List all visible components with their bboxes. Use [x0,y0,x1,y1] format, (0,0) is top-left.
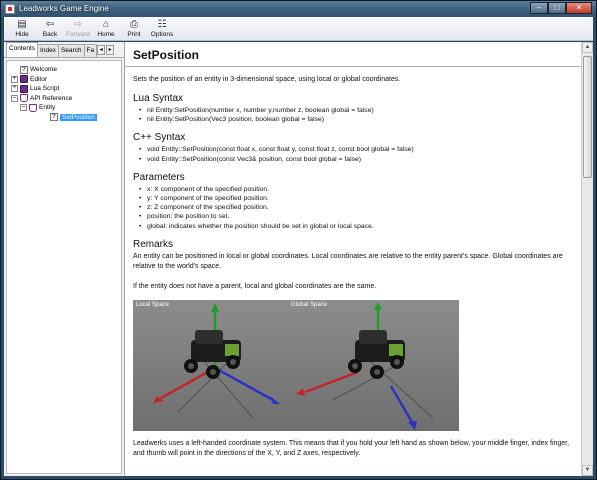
maximize-button[interactable]: □ [548,2,566,14]
local-space-scene [153,303,280,418]
options-button[interactable] [148,17,176,41]
coordinate-space-illustration [133,300,459,431]
list-item: • position: the position to set. [137,212,573,221]
illustration-graphic [133,300,459,431]
tree-item-entity[interactable] [7,103,121,113]
window-controls [530,2,592,14]
list-item: • x: X component of the specified position. [137,185,573,194]
print-label: Print [127,31,141,38]
tab-search[interactable]: Search [58,44,85,57]
contents-tree [6,60,122,474]
hide-label: Hide [15,31,29,38]
global-space-label: Global Space [291,301,328,308]
tree-item-label: Entity [39,104,56,112]
collapse-icon[interactable]: – [21,104,26,111]
tab-favorites[interactable]: Fa [84,44,98,57]
home-button[interactable] [92,17,120,41]
toolbar [4,17,593,41]
list-item: • global: indicates whether the position should be set in global or local space. [137,222,573,231]
title-bar[interactable] [1,1,596,17]
help-page-icon: ? [20,66,28,74]
list-item: • nil Entity:SetPosition(number x, number y,number z, boolean global = false) [137,106,573,115]
tree-item-lua-script[interactable] [7,84,121,94]
back-arrow-icon: ⇦ [45,19,55,30]
tab-index[interactable]: Index [37,44,59,57]
expand-icon[interactable]: + [12,85,17,92]
list-item: • y: Y component of the specified position. [137,194,573,203]
expand-icon[interactable]: + [12,75,17,82]
tab-contents[interactable]: Contents [6,42,38,57]
help-page-icon: ? [50,113,58,121]
scroll-down-icon[interactable]: ▼ [582,465,593,476]
remarks-paragraph: An entity can be positioned in local or global coordinates. Local coordinates are relative to the entity parent's space. Global coordinates are relative to the world's space. [133,252,563,270]
list-item: • void Entity::SetPosition(const float x, const float y, const float z, const bool global = false) [137,145,573,154]
local-space-label: Local Space [136,301,170,308]
options-label: Options [150,31,174,38]
app-icon [5,4,15,14]
nav-tabs [4,42,124,58]
tree-item-label: Lua Script [30,85,60,93]
print-button[interactable] [120,17,148,41]
tree-item-setposition[interactable] [7,113,121,123]
tree-item-editor[interactable] [7,75,121,85]
lua-syntax-list [133,106,573,124]
cpp-syntax-list [133,145,573,163]
parameters-list [133,185,573,231]
book-icon [20,75,28,83]
tab-scroll-right-icon[interactable]: ▸ [106,45,114,55]
window-title: Leadworks Game Engine [19,4,109,13]
scroll-thumb[interactable] [583,56,592,178]
list-item: • void Entity::SetPosition(const Vec3& position, const bool global = false) [137,155,573,164]
cpp-syntax-heading: C++ Syntax [133,132,186,144]
parameters-heading: Parameters [133,171,185,183]
topic-content [125,42,581,476]
list-item: • z: Z component of the specified position. [137,203,573,212]
remarks-heading: Remarks [133,238,174,250]
page-title: SetPosition [133,48,200,62]
home-icon: ⌂ [102,19,110,30]
minimize-button[interactable]: – [530,2,548,14]
forward-button[interactable] [64,17,92,41]
list-item: • nil Entity:SetPosition(Vec3 position, boolean global = false) [137,115,573,124]
hide-icon: ▤ [17,19,27,30]
tree-item-label: Editor [30,75,47,83]
home-label: Home [97,31,115,38]
tree-item-welcome[interactable] [7,65,121,75]
content-scrollbar[interactable] [581,42,593,476]
lua-syntax-heading: Lua Syntax [133,93,184,104]
remarks-paragraph-2: If the entity does not have a parent, local and global coordinates are the same. [133,282,377,290]
tree-item-label: Welcome [30,66,57,74]
back-label: Back [42,31,58,38]
intro-paragraph: Sets the position of an entity in 3-dimensional space, using local or global coordinates. [133,76,401,83]
options-icon: ☷ [157,19,167,30]
open-book-icon [29,104,37,112]
closing-paragraph: Leadwerks uses a left-handed coordinate system. This means that if you hold your left hand as shown below, your middle finger, index finger, and thumb will point in the directions of the X, Y, and Z axes, respectively. [133,439,570,457]
open-book-icon [20,94,28,102]
book-icon [20,85,28,93]
tree-item-api-reference[interactable] [7,94,121,104]
back-button[interactable] [36,17,64,41]
hide-button[interactable] [8,17,36,41]
tree-item-label: API Reference [30,94,73,102]
scroll-up-icon[interactable]: ▲ [582,42,593,53]
print-icon: ⎙ [130,19,138,30]
title-divider [125,66,581,67]
close-button[interactable]: ✕ [566,2,592,14]
tab-scroll-left-icon[interactable]: ◂ [97,45,105,55]
global-space-scene [296,302,433,430]
forward-arrow-icon: ⇨ [73,19,83,30]
collapse-icon[interactable]: – [12,94,17,101]
tree-item-label-selected: SetPosition [62,113,95,121]
forward-label: Forward [66,31,90,38]
navigation-pane [4,42,125,476]
